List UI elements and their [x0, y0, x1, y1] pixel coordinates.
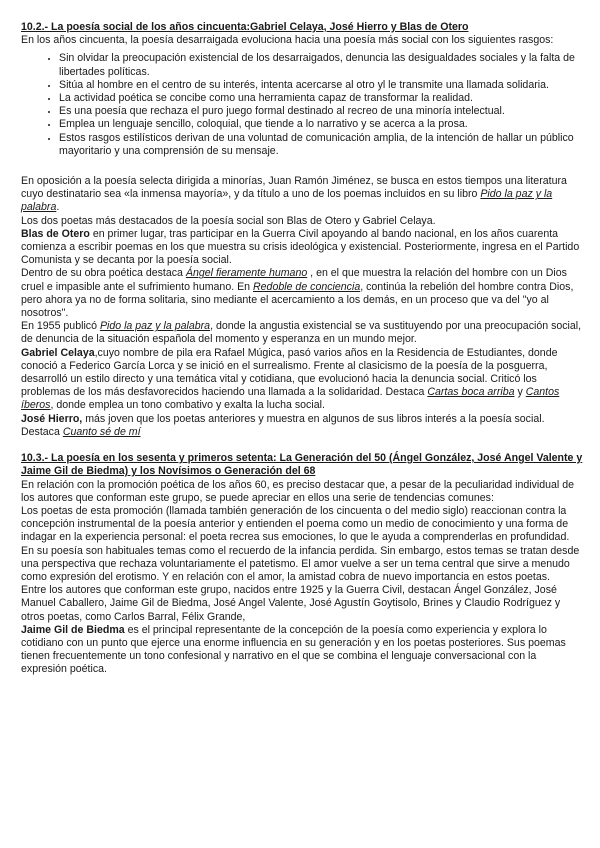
list-item: • La actividad poética se concibe como una herramienta capaz de transformar la realidad.: [59, 92, 583, 105]
hierro-name: José Hierro,: [21, 412, 83, 425]
section-heading-10-3: 10.3.- La poesía en los sesenta y primeros setenta: La Generación del 50 (Ángel González, José Angel Valente y Jaime Gil de Biedma) y los Novísimos o Generación del 68: [21, 452, 583, 478]
section2-p3: En su poesía son habituales temas como el recuerdo de la infancia perdida. Sin embargo, estos temas se tratan desde una perspectiva que rechaza voluntariamente el patetismo. El amor vuelve a ser un tema central que sirve a menudo como expresión del erotismo. Y en relación con el amor, la amistad cobra de nuevo importancia en estos poetas.: [21, 544, 580, 583]
link-pido-la-paz[interactable]: Pido la paz y la palabra: [21, 188, 553, 214]
link-pido-la-paz-2[interactable]: Pido la paz y la palabra: [99, 320, 211, 333]
list-item: • Sitúa al hombre en el centro de su interés, intenta acercarse al otro yl le transmite una llamada solidaria.: [59, 79, 583, 92]
celaya-name: Gabriel Celaya: [21, 346, 95, 359]
list-item: • Emplea un lenguaje sencillo, coloquial, que tiende a lo narrativo y se acerca a la prosa.: [59, 118, 583, 131]
section2-p2: Los poetas de esta promoción (llamada también generación de los cincuenta o del medio siglo) reaccionan contra la concepción instrumental de la poesía anterior y entienden el poema como un medio de conocimiento y una forma de indagar en la experiencia personal: el poeta recrea sus emociones, lo que le ayuda a comprenderlas en profundidad.: [21, 504, 570, 544]
features-list: [21, 52, 583, 158]
otero-name: Blas de Otero: [21, 227, 90, 240]
link-cuanto-se-de-mi[interactable]: Cuanto sé de mí: [62, 425, 141, 438]
otero-paragraph: Blas de Otero en primer lugar, tras participar en la Guerra Civil apoyando al bando nacional, en los años cuarenta comienza a escribir poemas en los que muestra su crisis ideológica y existencial. Posteriormente, ingresa en el Partido Comunista y se decanta por la poesía social.: [21, 227, 580, 267]
biedma-paragraph: Jaime Gil de Biedma es el principal representante de la concepción de la poesía como experiencia y explora lo cotidiano con un punto que ejerce una enorme influencia en su generación y en los poetas posteriores. Sus poemas tienen frecuentemente un tono confesional y narrativo en el que se combina el lenguaje conversacional con la expresión poética.: [21, 623, 566, 676]
link-cartas-boca-arriba[interactable]: Cartas boca arriba: [427, 386, 515, 399]
poets-paragraph: Los dos poetas más destacados de la poesía social son Blas de Otero y Gabriel Celaya.: [21, 214, 436, 227]
section2-p4: Entre los autores que conforman este grupo, nacidos entre 1925 y la Guerra Civil, destacan Ángel González, José Manuel Caballero, Jaime Gil de Biedma, José Angel Valente, José Agustín Goytisolo, Brines y Claudio Rodríguez y otros poetas, como Carlos Barral, Félix Grande,: [21, 584, 561, 623]
link-cantos-iberos[interactable]: Cantos íberos: [21, 386, 560, 412]
document-page: [21, 21, 583, 677]
list-item: • Estos rasgos estilísticos derivan de una voluntad de comunicación amplia, de la intención de hallar un público mayoritario y una comprensión de su mensaje.: [59, 132, 583, 158]
section-heading-10-2: 10.2.- La poesía social de los años cincuenta:Gabriel Celaya, José Hierro y Blas de Otero: [21, 21, 469, 33]
section2-p1: En relación con la promoción poética de los años 60, es preciso destacar que, a pesar de la peculiaridad individual de los autores que conforman este grupo, se puede apreciar en ellos una serie de tendencias comunes:: [21, 478, 574, 504]
biedma-name: Jaime Gil de Biedma: [21, 623, 125, 636]
otero-1955-paragraph: En 1955 publicó Pido la paz y la palabra, donde la angustia existencial se va sustituyendo por una preocupación social, de denuncia de la situación española del momento y esperanza en un mundo mejor.: [21, 320, 582, 346]
link-angel-fieramente-humano[interactable]: Ángel fieramente humano: [185, 267, 308, 280]
otero-works-paragraph: Dentro de su obra poética destaca Ángel fieramente humano , en el que muestra la relación del hombre con un Dios cruel e impasible ante el sufrimiento humano. En Redoble de conciencia, continúa la rebelión del hombre contra Dios, pero ahora ya no de forma solitaria, sino mediante el acercamiento a los demás, en un proceso que va del "yo al nosotros".: [21, 267, 574, 320]
opposition-paragraph: En oposición a la poesía selecta dirigida a minorías, Juan Ramón Jiménez, se busca en estos tiempos una literatura cuyo destinatario sea «la inmensa mayoría», y da título a uno de los poemas incluidos en su libro Pido la paz y la palabra.: [21, 175, 567, 214]
section1-intro: En los años cincuenta, la poesía desarraigada evoluciona hacia una poesía más social con los siguientes rasgos:: [21, 34, 554, 47]
celaya-paragraph: Gabriel Celaya,cuyo nombre de pila era Rafael Múgica, pasó varios años en la Residencia de Estudiantes, donde conoció a Federico García Lorca y se inició en el surrealismo. Frente al clasicismo de la poesía de la posguerra, desarrolló un estilo directo y una temática vital y cotidiana, que evolucionó hacia la denuncia social. Criticó los problemas de los más desfavorecidos haciendo una llamada a la solidaridad. Destaca Cartas boca arriba y Cantos íberos, donde emplea un tono combativo y exalta la lucha social.: [21, 346, 560, 412]
link-redoble-de-conciencia[interactable]: Redoble de conciencia: [253, 280, 361, 293]
list-item: • Sin olvidar la preocupación existencial de los desarraigados, denuncia las desigualdades sociales y la falta de libertades políticas.: [59, 52, 583, 78]
hierro-paragraph: José Hierro, más joven que los poetas anteriores y muestra en algunos de sus libros interés a la poesía social. Destaca Cuanto sé de mí: [21, 412, 545, 438]
list-item: • Es una poesía que rechaza el puro juego formal destinado al recreo de una minoría intelectual.: [59, 105, 583, 118]
